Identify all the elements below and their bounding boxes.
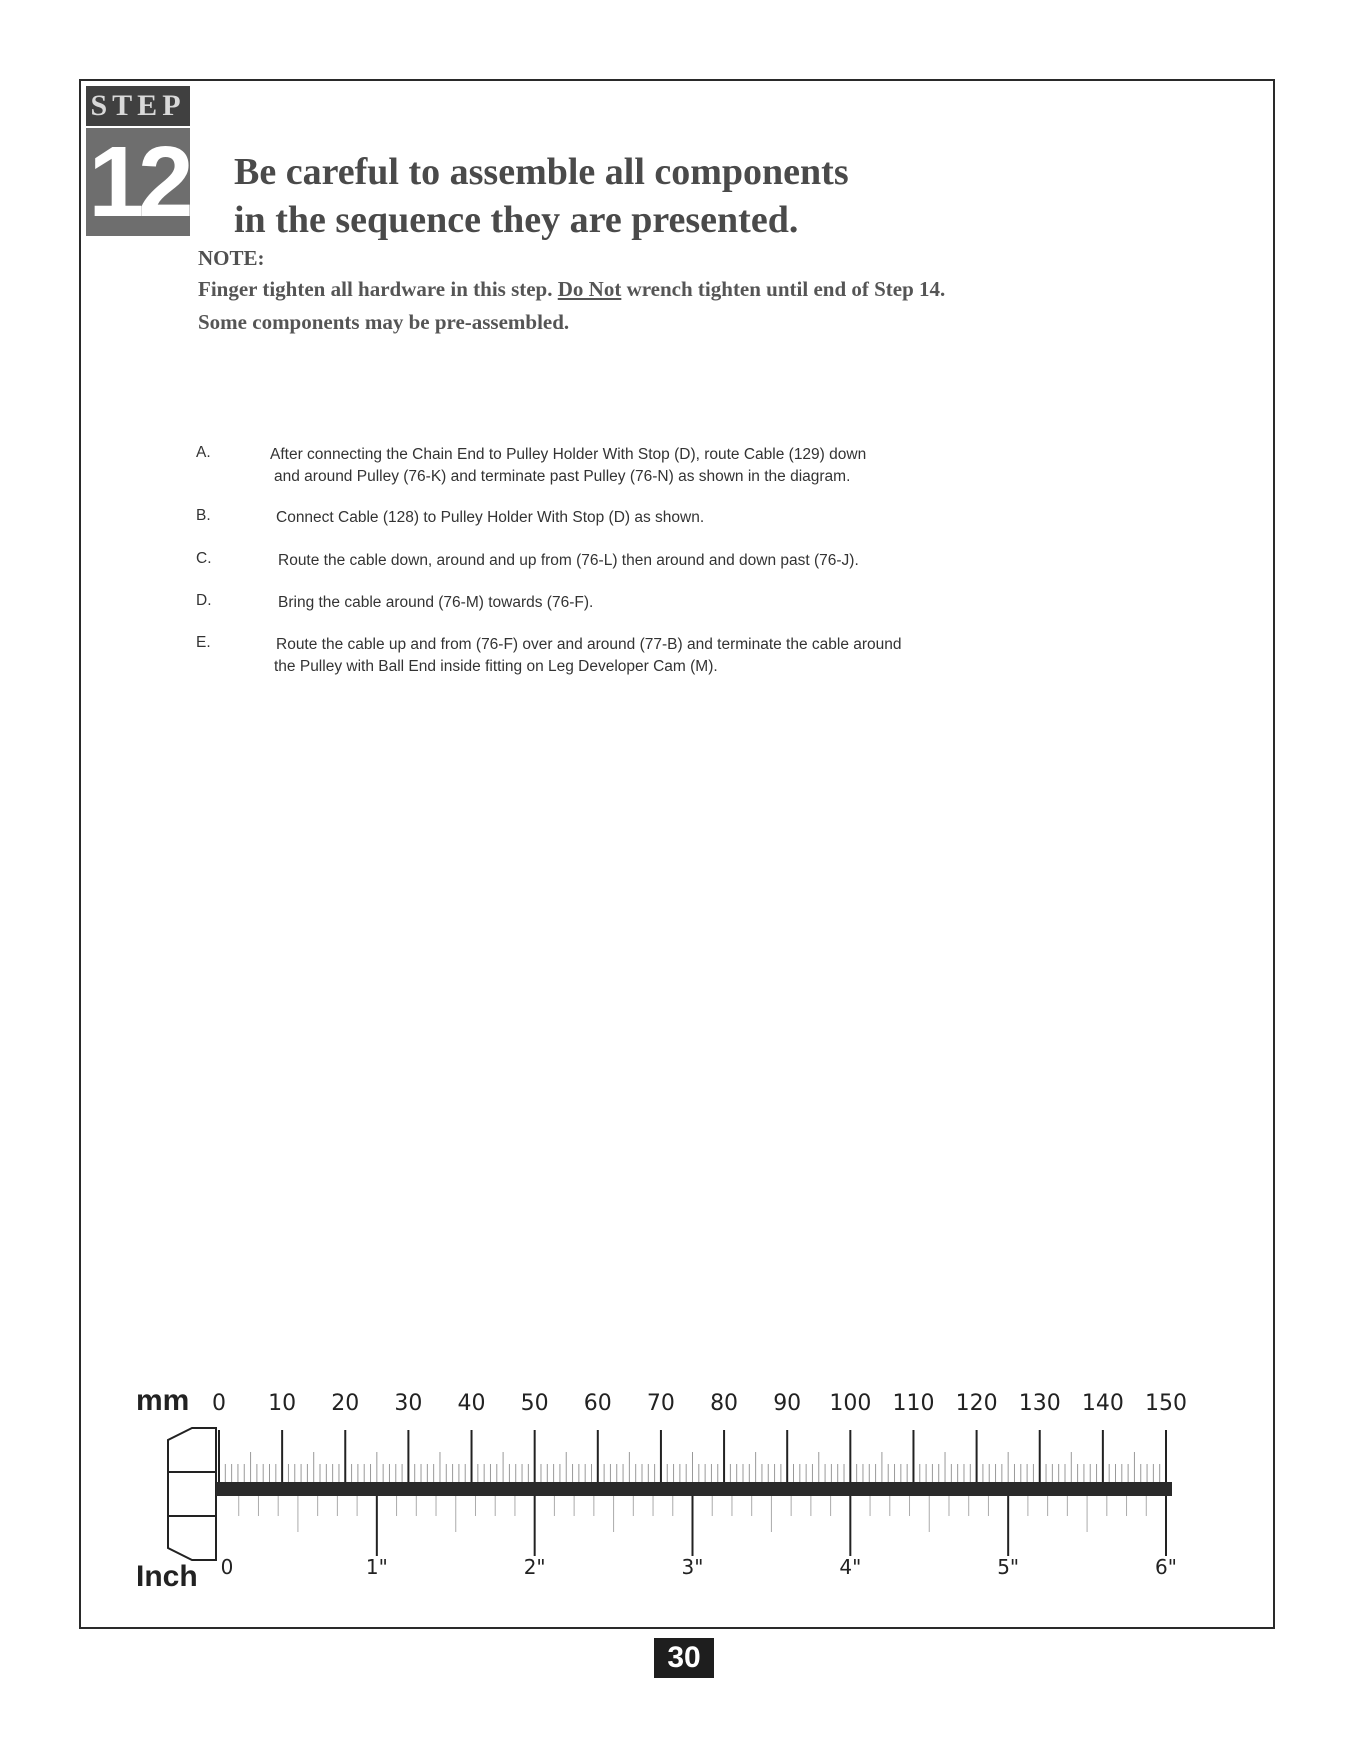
instruction-text: Route the cable up and from (76-F) over and around (77-B) and terminate the cable around the Pulley with Ball End inside fitting on Leg Developer Cam (M). [274,636,902,675]
mm-tick-label: 50 [520,1391,549,1416]
mm-tick-label: 110 [892,1391,935,1416]
instruction-text: After connecting the Chain End to Pulley Holder With Stop (D), route Cable (129) down and around Pulley (76-K) and terminate past Pulley (76-N) as shown in the diagram. [270,446,867,485]
inch-tick-label: 2" [523,1555,546,1579]
headline-line-2: in the sequence they are presented. [234,199,799,241]
mm-tick-label: 10 [268,1391,297,1416]
mm-tick-label: 80 [710,1391,739,1416]
instruction-letter: B. [196,507,211,524]
instruction-letter: C. [196,550,212,567]
mm-tick-label: 70 [646,1391,675,1416]
headline-line-1: Be careful to assemble all components [234,151,849,193]
mm-tick-label: 90 [773,1391,802,1416]
mm-tick-label: 30 [394,1391,423,1416]
mm-tick-label: 100 [829,1391,872,1416]
step-label: STEP [86,86,190,126]
instruction-letter: E. [196,634,211,651]
step-number: 12 [86,128,190,236]
inch-tick-label: 5" [997,1555,1020,1579]
instruction-text: Bring the cable around (76-M) towards (76-F). [278,594,594,611]
mm-tick-label: 130 [1018,1391,1061,1416]
inch-tick-label: 6" [1155,1555,1177,1579]
mm-tick-label: 140 [1081,1391,1124,1416]
mm-unit-label: mm [136,1384,190,1417]
mm-tick-label: 20 [331,1391,360,1416]
mm-tick-label: 0 [212,1391,226,1416]
mm-tick-label: 120 [955,1391,998,1416]
instruction-letter: D. [196,592,212,609]
note-line-2: Some components may be pre-assembled. [198,310,570,334]
instruction-letter: A. [196,444,211,461]
inch-unit-label: Inch [136,1560,198,1593]
mm-tick-label: 60 [583,1391,612,1416]
mm-tick-label: 40 [457,1391,486,1416]
bolt-head-icon [168,1428,216,1560]
page-number: 30 [654,1638,714,1678]
inch-tick-label: 0 [220,1555,234,1579]
instruction-text: Route the cable down, around and up from (76-L) then around and down past (76-J). [278,552,859,569]
inch-tick-label: 4" [839,1555,862,1579]
inch-tick-label: 3" [681,1555,704,1579]
mm-tick-label: 150 [1145,1391,1187,1416]
bolt-shaft [216,1482,1172,1496]
instruction-text: Connect Cable (128) to Pulley Holder With Stop (D) as shown. [276,509,705,526]
note-title: NOTE: [198,246,265,270]
do-not-emphasis: Do Not [557,277,622,301]
note-line-1: Finger tighten all hardware in this step. Do Not wrench tighten until end of Step 14. [198,277,946,301]
inch-tick-label: 1" [365,1555,388,1579]
